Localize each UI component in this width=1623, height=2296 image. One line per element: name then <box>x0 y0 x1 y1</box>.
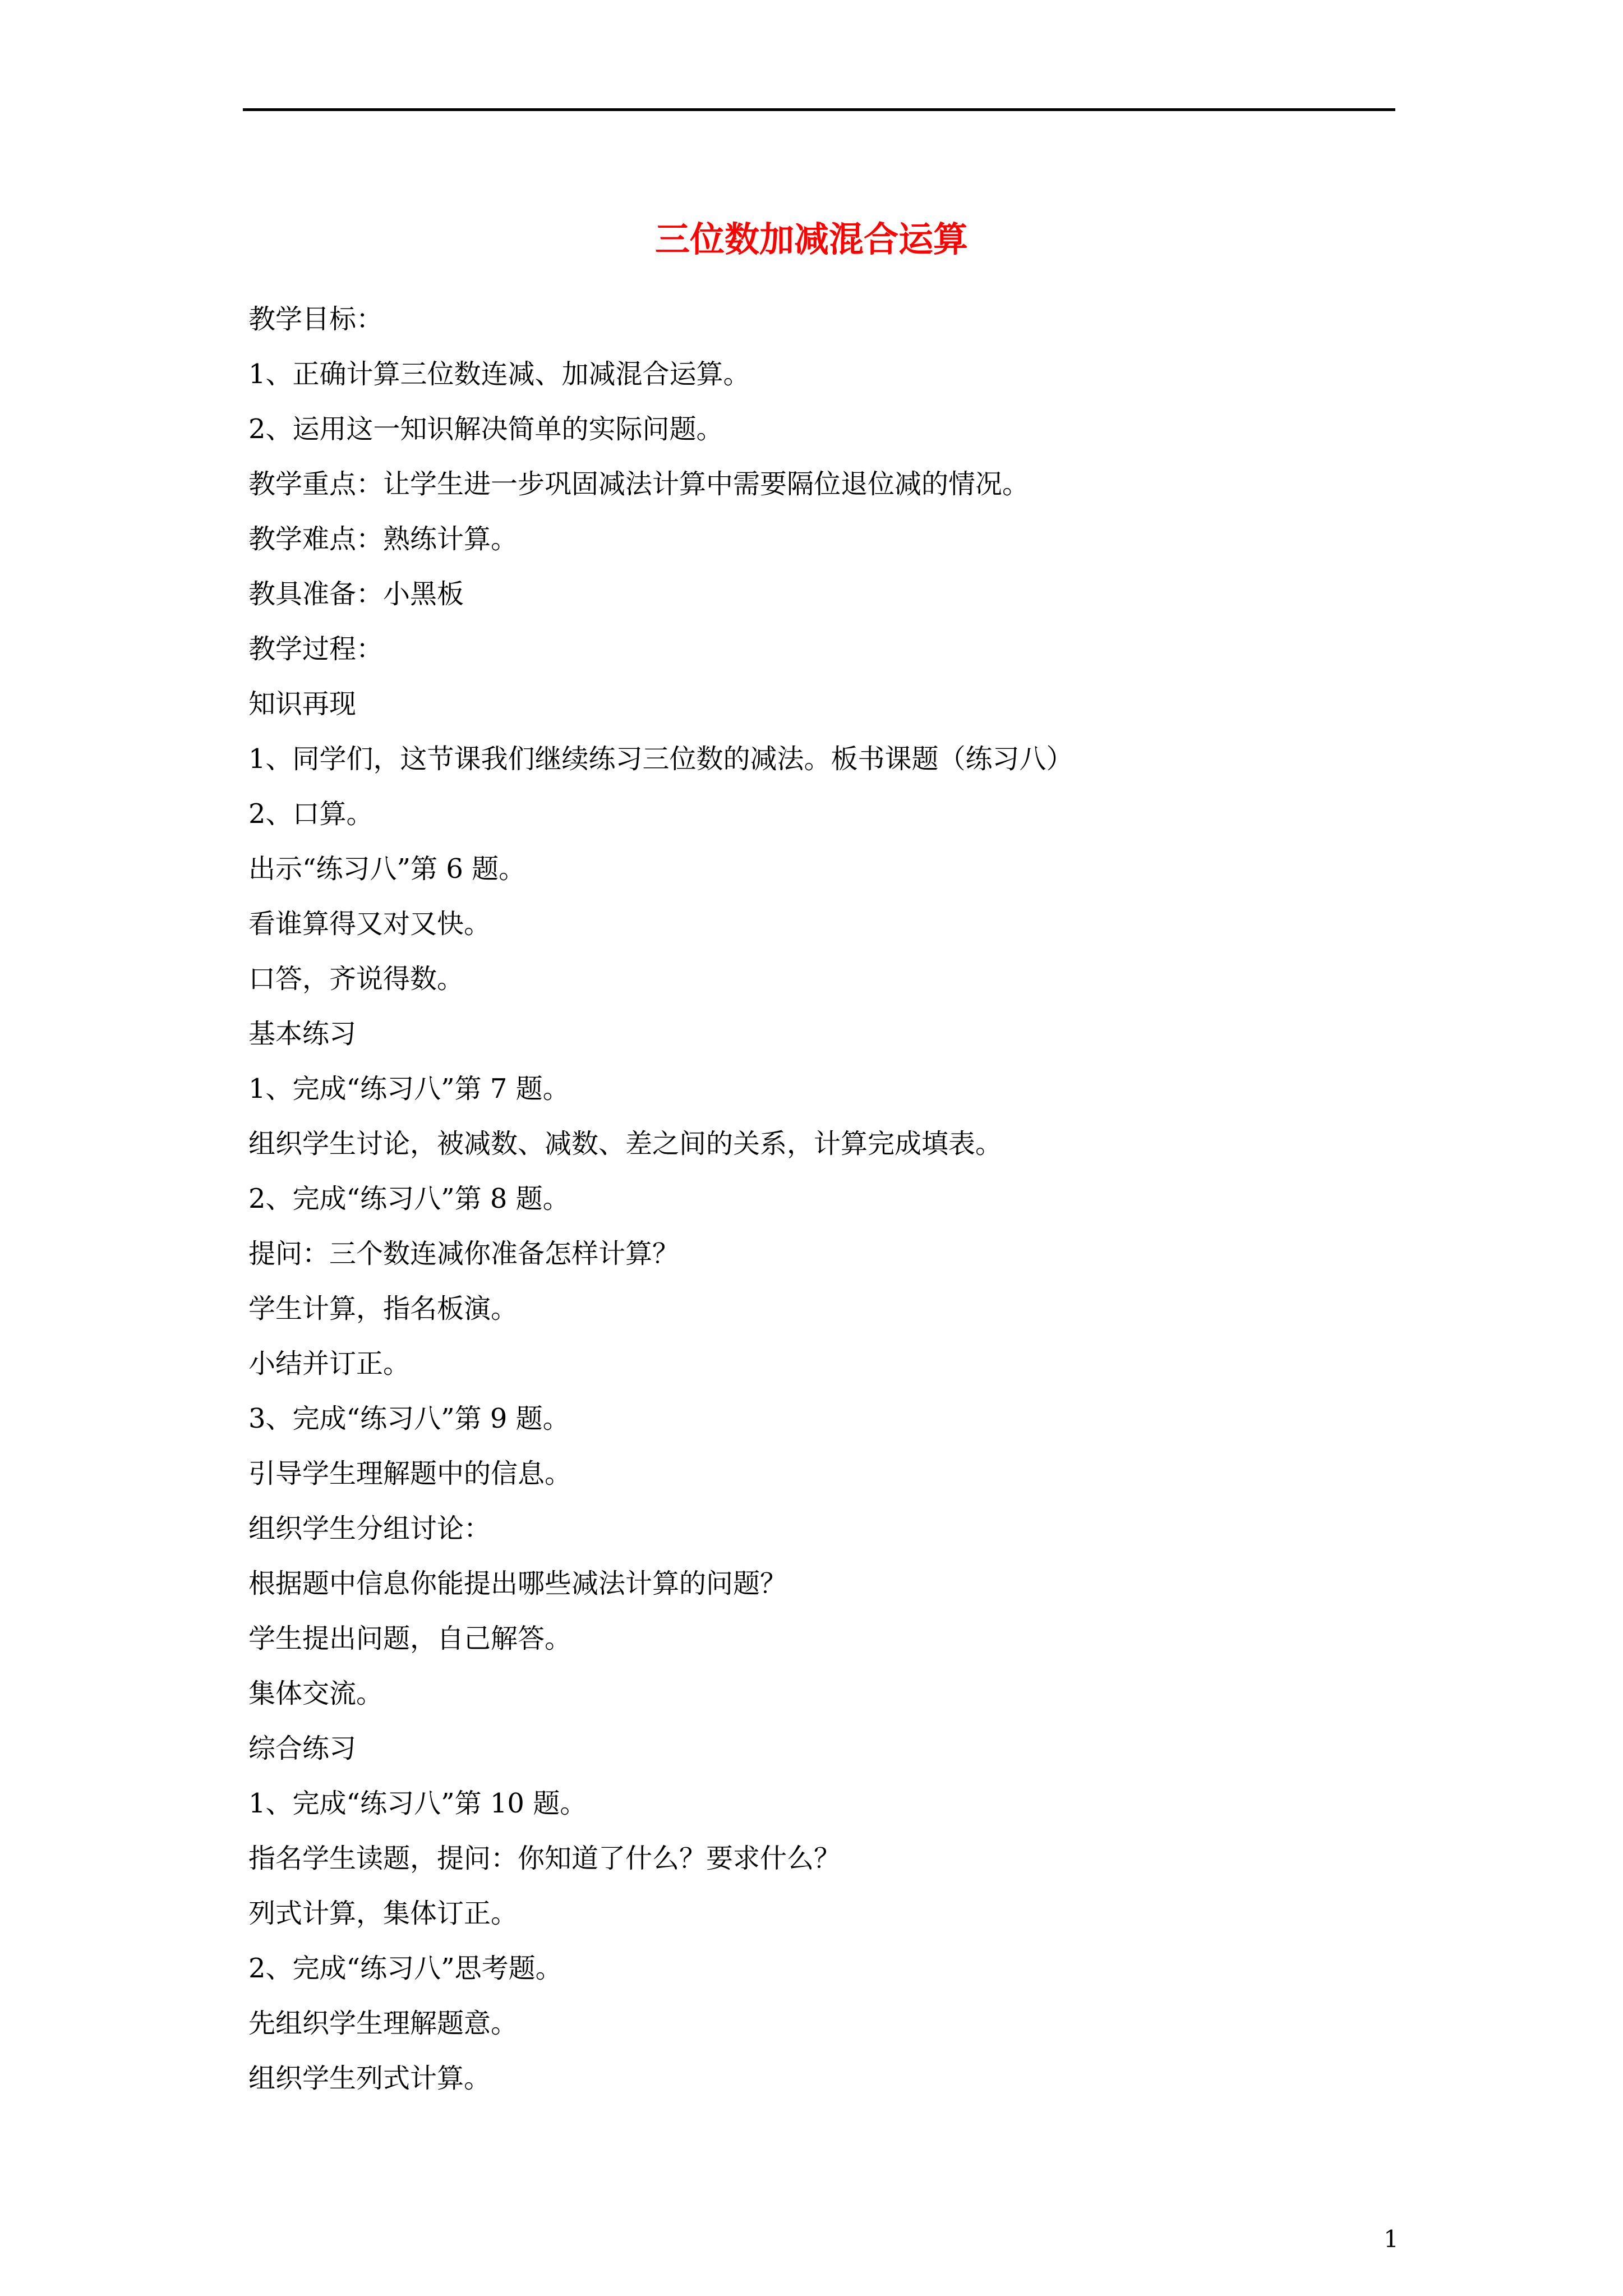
body-line: 1、完成“练习八”第 10 题。 <box>248 1788 587 1819</box>
body-line: 出示“练习八”第 6 题。 <box>248 853 526 885</box>
body-line: 组织学生分组讨论： <box>248 1513 491 1544</box>
section-heading: 综合练习 <box>248 1733 357 1764</box>
body-line: 学生计算，指名板演。 <box>248 1293 518 1324</box>
body-line: 引导学生理解题中的信息。 <box>248 1458 572 1489</box>
page-number: 1 <box>1384 2225 1399 2253</box>
body-line: 教学过程： <box>248 633 384 665</box>
body-line: 根据题中信息你能提出哪些减法计算的问题？ <box>248 1568 787 1599</box>
section-heading: 知识再现 <box>248 688 357 720</box>
body-line: 2、口算。 <box>248 798 374 830</box>
body-line: 2、完成“练习八”第 8 题。 <box>248 1183 570 1214</box>
body-line: 教学重点：让学生进一步巩固减法计算中需要隔位退位减的情况。 <box>248 468 1030 500</box>
body-line: 组织学生讨论，被减数、减数、差之间的关系，计算完成填表。 <box>248 1128 1003 1159</box>
body-line: 学生提出问题，自己解答。 <box>248 1623 572 1654</box>
body-line: 1、完成“练习八”第 7 题。 <box>248 1073 570 1105</box>
body-line: 1、同学们，这节课我们继续练习三位数的减法。板书课题（练习八） <box>248 743 1073 775</box>
body-line: 列式计算，集体订正。 <box>248 1898 518 1929</box>
body-line: 先组织学生理解题意。 <box>248 2008 518 2039</box>
body-line: 提问：三个数连减你准备怎样计算？ <box>248 1238 680 1269</box>
body-line: 教学难点：熟练计算。 <box>248 523 518 555</box>
body-line: 教学目标： <box>248 303 384 335</box>
section-heading: 基本练习 <box>248 1018 357 1050</box>
body-line: 指名学生读题，提问：你知道了什么？要求什么？ <box>248 1843 841 1874</box>
body-line: 2、运用这一知识解决简单的实际问题。 <box>248 413 723 445</box>
header-rule <box>243 108 1395 111</box>
document-body <box>248 292 1426 2106</box>
body-line: 口答，齐说得数。 <box>248 963 464 995</box>
body-line: 教具准备：小黑板 <box>248 578 464 610</box>
body-line: 组织学生列式计算。 <box>248 2063 491 2094</box>
body-line: 集体交流。 <box>248 1678 384 1709</box>
body-line: 看谁算得又对又快。 <box>248 908 491 940</box>
body-line: 2、完成“练习八”思考题。 <box>248 1953 562 1984</box>
body-line: 小结并订正。 <box>248 1348 411 1379</box>
document-title: 三位数加减混合运算 <box>654 219 968 260</box>
body-line: 1、正确计算三位数连减、加减混合运算。 <box>248 358 750 390</box>
body-line: 3、完成“练习八”第 9 题。 <box>248 1403 570 1434</box>
